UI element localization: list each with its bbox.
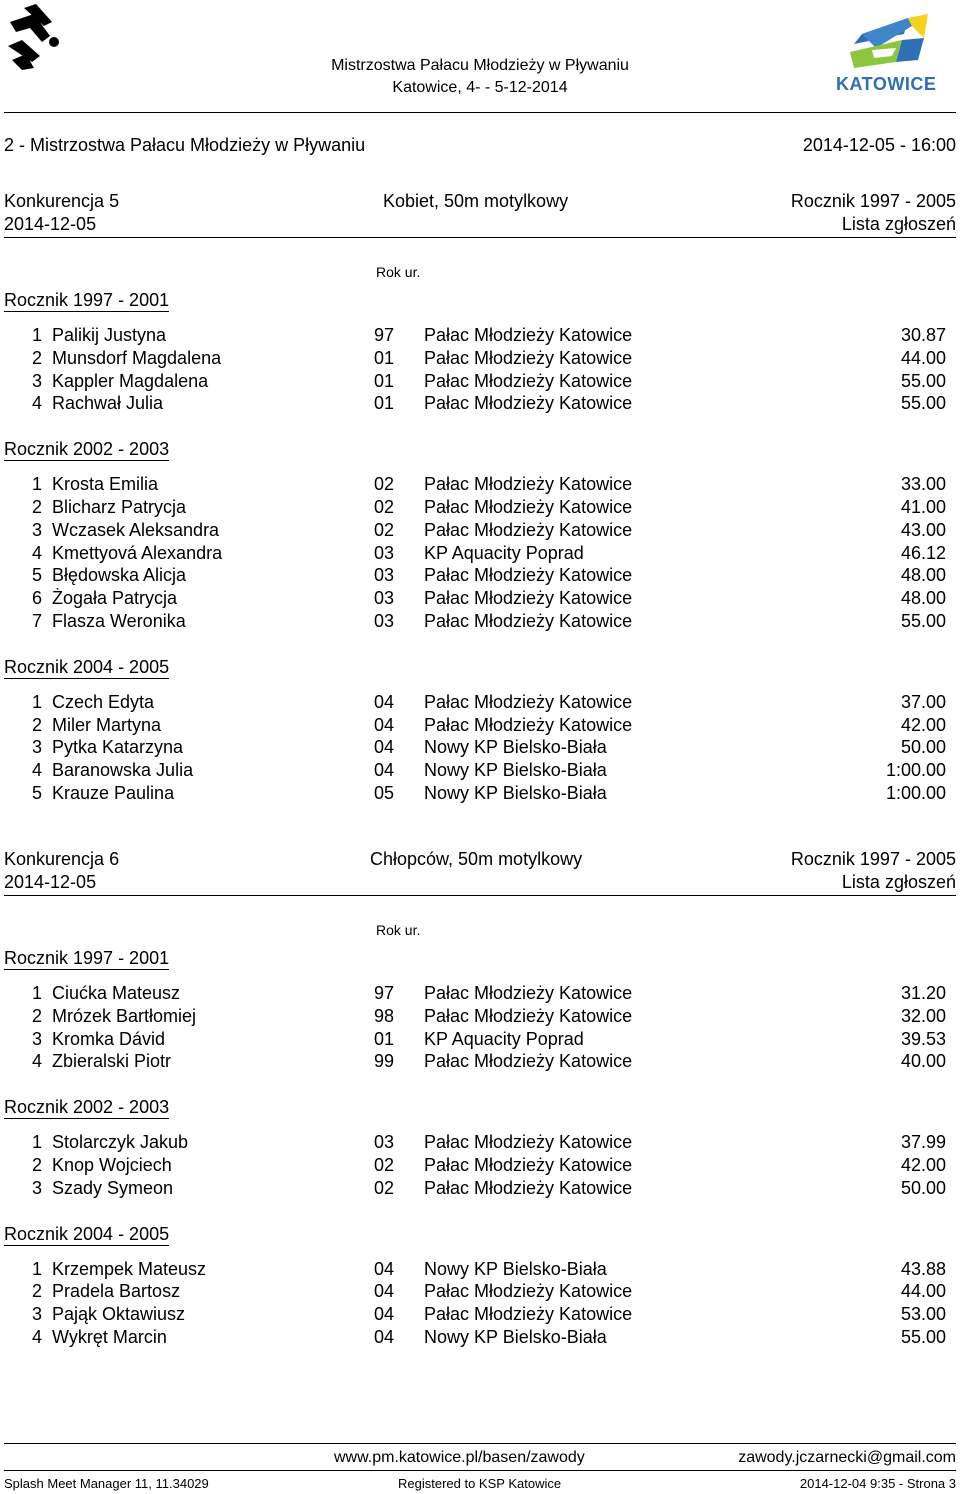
age-group-label: Rocznik 1997 - 2001 (4, 290, 170, 310)
entry-birth-year: 03 (374, 565, 395, 586)
entry-seed-time: 1:00.00 (885, 760, 946, 781)
footer-rule-bottom (4, 1470, 956, 1471)
year-column-header: Rok ur. (376, 264, 421, 280)
entry-place: 4 (31, 542, 42, 563)
header-rule (4, 112, 956, 113)
event-name: Kobiet, 50m motylkowy (383, 191, 569, 211)
entry-place: 4 (31, 393, 42, 414)
entry-place: 1 (31, 325, 42, 345)
entry-seed-time: 48.00 (900, 588, 946, 609)
entry-seed-time: 42.00 (900, 1155, 946, 1175)
entry-seed-time: 53.00 (900, 1304, 946, 1325)
event-rule (4, 895, 956, 896)
entry-club: KP Aquacity Poprad (424, 542, 584, 563)
entry-place: 1 (31, 474, 42, 495)
entry-birth-year: 98 (374, 1005, 395, 1026)
entry-place: 3 (31, 1028, 42, 1049)
event-name: Chłopców, 50m motylkowy (370, 849, 583, 869)
entry-swimmer-name: Stolarczyk Jakub (52, 1132, 189, 1153)
entry-club: Pałac Młodzieży Katowice (424, 1304, 633, 1325)
entry-club: Pałac Młodzieży Katowice (424, 611, 633, 631)
entry-club: KP Aquacity Poprad (424, 1028, 584, 1049)
entry-place: 4 (31, 1051, 42, 1072)
entry-swimmer-name: Mrózek Bartłomiej (52, 1005, 197, 1026)
entry-seed-time: 50.00 (900, 1177, 946, 1198)
entry-swimmer-name: Kmettyová Alexandra (52, 542, 223, 563)
entry-club: Pałac Młodzieży Katowice (424, 1155, 633, 1175)
footer-url: www.pm.katowice.pl/basen/zawody (334, 1449, 585, 1466)
footer-printed: 2014-12-04 9:35 - Strona 3 (799, 1476, 956, 1491)
entry-birth-year: 01 (374, 370, 395, 391)
entry-club: Pałac Młodzieży Katowice (424, 1132, 633, 1153)
event-number: Konkurencja 6 (4, 849, 120, 869)
entry-birth-year: 01 (374, 1028, 395, 1049)
entry-place: 1 (31, 983, 42, 1003)
entry-seed-time: 39.53 (900, 1028, 946, 1049)
entry-club: Pałac Młodzieży Katowice (424, 983, 633, 1003)
entry-birth-year: 01 (374, 393, 395, 414)
entry-seed-time: 30.87 (900, 325, 946, 345)
entry-club: Pałac Młodzieży Katowice (424, 474, 633, 495)
entry-club: Pałac Młodzieży Katowice (424, 347, 633, 368)
event-age-range: Rocznik 1997 - 2005 (790, 191, 956, 211)
entry-birth-year: 04 (374, 737, 395, 758)
entry-swimmer-name: Krauze Paulina (52, 783, 175, 803)
entry-place: 3 (31, 1304, 42, 1325)
entry-swimmer-name: Kappler Magdalena (52, 370, 209, 391)
entry-club: Nowy KP Bielsko-Biała (424, 1258, 607, 1279)
entry-seed-time: 55.00 (900, 611, 946, 631)
entry-club: Pałac Młodzieży Katowice (424, 1051, 633, 1072)
year-column-header: Rok ur. (376, 922, 421, 938)
entry-birth-year: 02 (374, 497, 395, 517)
age-group-label: Rocznik 2004 - 2005 (4, 656, 170, 677)
entry-swimmer-name: Pradela Bartosz (52, 1281, 181, 1302)
entry-swimmer-name: Krzempek Mateusz (52, 1258, 207, 1279)
entry-seed-time: 55.00 (900, 393, 946, 414)
session-datetime: 2014-12-05 - 16:00 (802, 135, 956, 155)
entry-seed-time: 46.12 (900, 542, 946, 563)
entry-club: Nowy KP Bielsko-Biała (424, 737, 607, 758)
entry-swimmer-name: Miler Martyna (52, 714, 162, 735)
entry-swimmer-name: Munsdorf Magdalena (52, 347, 222, 368)
katowice-logo-icon (832, 4, 942, 74)
entry-swimmer-name: Żogała Patrycja (52, 588, 178, 609)
entry-place: 3 (31, 737, 42, 758)
entry-swimmer-name: Błędowska Alicja (52, 565, 187, 586)
entry-seed-time: 43.88 (900, 1258, 946, 1279)
entry-birth-year: 02 (374, 519, 395, 540)
entry-club: Pałac Młodzieży Katowice (424, 1005, 633, 1026)
event-list-type: Lista zgłoszeń (841, 872, 956, 892)
entry-birth-year: 04 (374, 1281, 395, 1302)
entry-birth-year: 04 (374, 691, 395, 712)
entry-seed-time: 32.00 (900, 1005, 946, 1026)
entry-birth-year: 02 (374, 1177, 395, 1198)
footer-registration: Registered to KSP Katowice (398, 1476, 562, 1491)
event-number: Konkurencja 5 (4, 191, 120, 211)
entry-club: Pałac Młodzieży Katowice (424, 1177, 633, 1198)
meet-title: Mistrzostwa Pałacu Młodzieży w Pływaniu (331, 57, 629, 74)
entry-place: 1 (31, 1132, 42, 1153)
entry-birth-year: 03 (374, 588, 395, 609)
entry-birth-year: 02 (374, 1155, 395, 1175)
entry-seed-time: 40.00 (900, 1051, 946, 1072)
entry-seed-time: 55.00 (900, 1327, 946, 1347)
entry-swimmer-name: Pytka Katarzyna (52, 737, 184, 758)
footer-rule-top (4, 1443, 956, 1444)
entry-swimmer-name: Rachwał Julia (52, 393, 164, 414)
entry-place: 4 (31, 760, 42, 781)
entry-place: 5 (31, 565, 42, 586)
entry-club: Pałac Młodzieży Katowice (424, 497, 633, 517)
entry-club: Pałac Młodzieży Katowice (424, 519, 633, 540)
entry-birth-year: 04 (374, 1304, 395, 1325)
entry-club: Nowy KP Bielsko-Biała (424, 1327, 607, 1347)
entry-club: Nowy KP Bielsko-Biała (424, 760, 607, 781)
entry-seed-time: 37.00 (900, 691, 946, 712)
entry-birth-year: 02 (374, 474, 395, 495)
age-group-label: Rocznik 2004 - 2005 (4, 1223, 170, 1244)
entry-place: 3 (31, 1177, 42, 1198)
entry-birth-year: 97 (374, 983, 395, 1003)
footer-email: zawody.jczarnecki@gmail.com (738, 1449, 956, 1466)
entry-swimmer-name: Baranowska Julia (52, 760, 194, 781)
entry-swimmer-name: Zbieralski Piotr (52, 1051, 172, 1072)
entry-club: Pałac Młodzieży Katowice (424, 325, 633, 345)
entry-club: Pałac Młodzieży Katowice (424, 393, 633, 414)
entry-place: 2 (31, 1155, 42, 1175)
entry-seed-time: 48.00 (900, 565, 946, 586)
entry-birth-year: 05 (374, 783, 395, 803)
entry-swimmer-name: Wykręt Marcin (52, 1327, 167, 1347)
entry-swimmer-name: Szady Symeon (52, 1177, 174, 1198)
event-rule (4, 237, 956, 238)
entry-place: 2 (31, 714, 42, 735)
entry-birth-year: 01 (374, 347, 395, 368)
entry-swimmer-name: Krosta Emilia (52, 474, 159, 495)
event-date: 2014-12-05 (4, 872, 97, 892)
entry-seed-time: 44.00 (900, 1281, 946, 1302)
age-group-label: Rocznik 2002 - 2003 (4, 1097, 170, 1118)
entry-swimmer-name: Flasza Weronika (52, 611, 186, 631)
entry-place: 2 (31, 1005, 42, 1026)
entry-place: 7 (31, 611, 42, 631)
entry-seed-time: 31.20 (900, 983, 946, 1003)
meet-subtitle: Katowice, 4- - 5-12-2014 (392, 79, 568, 96)
entry-swimmer-name: Czech Edyta (52, 691, 155, 712)
entry-birth-year: 04 (374, 760, 395, 781)
entry-club: Pałac Młodzieży Katowice (424, 691, 633, 712)
entry-seed-time: 1:00.00 (885, 783, 946, 803)
entry-birth-year: 03 (374, 1132, 395, 1153)
entry-place: 3 (31, 519, 42, 540)
entry-club: Pałac Młodzieży Katowice (424, 370, 633, 391)
entry-club: Nowy KP Bielsko-Biała (424, 783, 607, 803)
entry-swimmer-name: Blicharz Patrycja (52, 497, 187, 517)
entry-swimmer-name: Palikij Justyna (52, 325, 167, 345)
swimmer-logo (4, 2, 64, 72)
entry-club: Pałac Młodzieży Katowice (424, 1281, 633, 1302)
entry-place: 2 (31, 1281, 42, 1302)
entry-seed-time: 33.00 (900, 474, 946, 495)
entry-seed-time: 37.99 (900, 1132, 946, 1153)
entry-swimmer-name: Pająk Oktawiusz (52, 1304, 186, 1325)
entry-club: Pałac Młodzieży Katowice (424, 588, 633, 609)
entry-swimmer-name: Ciućka Mateusz (52, 983, 181, 1003)
entry-birth-year: 03 (374, 611, 395, 631)
entry-club: Pałac Młodzieży Katowice (424, 565, 633, 586)
entry-birth-year: 04 (374, 1258, 395, 1279)
entry-swimmer-name: Knop Wojciech (52, 1155, 172, 1175)
katowice-logo-text: KATOWICE (836, 74, 937, 94)
entry-club: Pałac Młodzieży Katowice (424, 714, 633, 735)
entry-birth-year: 97 (374, 325, 395, 345)
entry-place: 2 (31, 497, 42, 517)
entry-seed-time: 50.00 (900, 737, 946, 758)
entry-birth-year: 99 (374, 1051, 395, 1072)
entry-swimmer-name: Kromka Dávid (52, 1028, 166, 1049)
katowice-logo (832, 4, 942, 96)
entry-seed-time: 55.00 (900, 370, 946, 391)
age-group-label: Rocznik 2002 - 2003 (4, 439, 170, 460)
entry-birth-year: 03 (374, 542, 395, 563)
entry-seed-time: 43.00 (900, 519, 946, 540)
entry-place: 4 (31, 1327, 42, 1347)
entry-place: 5 (31, 783, 42, 803)
entry-place: 3 (31, 370, 42, 391)
footer-software: Splash Meet Manager 11, 11.34029 (4, 1476, 209, 1491)
event-date: 2014-12-05 (4, 214, 97, 234)
entry-place: 2 (31, 347, 42, 368)
event-age-range: Rocznik 1997 - 2005 (790, 849, 956, 869)
entry-seed-time: 42.00 (900, 714, 946, 735)
entry-seed-time: 44.00 (900, 347, 946, 368)
entry-birth-year: 04 (374, 1327, 395, 1347)
event-list-type: Lista zgłoszeń (841, 214, 956, 234)
session-title: 2 - Mistrzostwa Pałacu Młodzieży w Pływaniu (4, 135, 366, 155)
entry-swimmer-name: Wczasek Aleksandra (52, 519, 220, 540)
entry-seed-time: 41.00 (900, 497, 946, 517)
entry-place: 6 (31, 588, 42, 609)
entry-place: 1 (31, 1258, 42, 1279)
age-group-label: Rocznik 1997 - 2001 (4, 948, 170, 968)
entry-birth-year: 04 (374, 714, 395, 735)
entry-place: 1 (31, 691, 42, 712)
